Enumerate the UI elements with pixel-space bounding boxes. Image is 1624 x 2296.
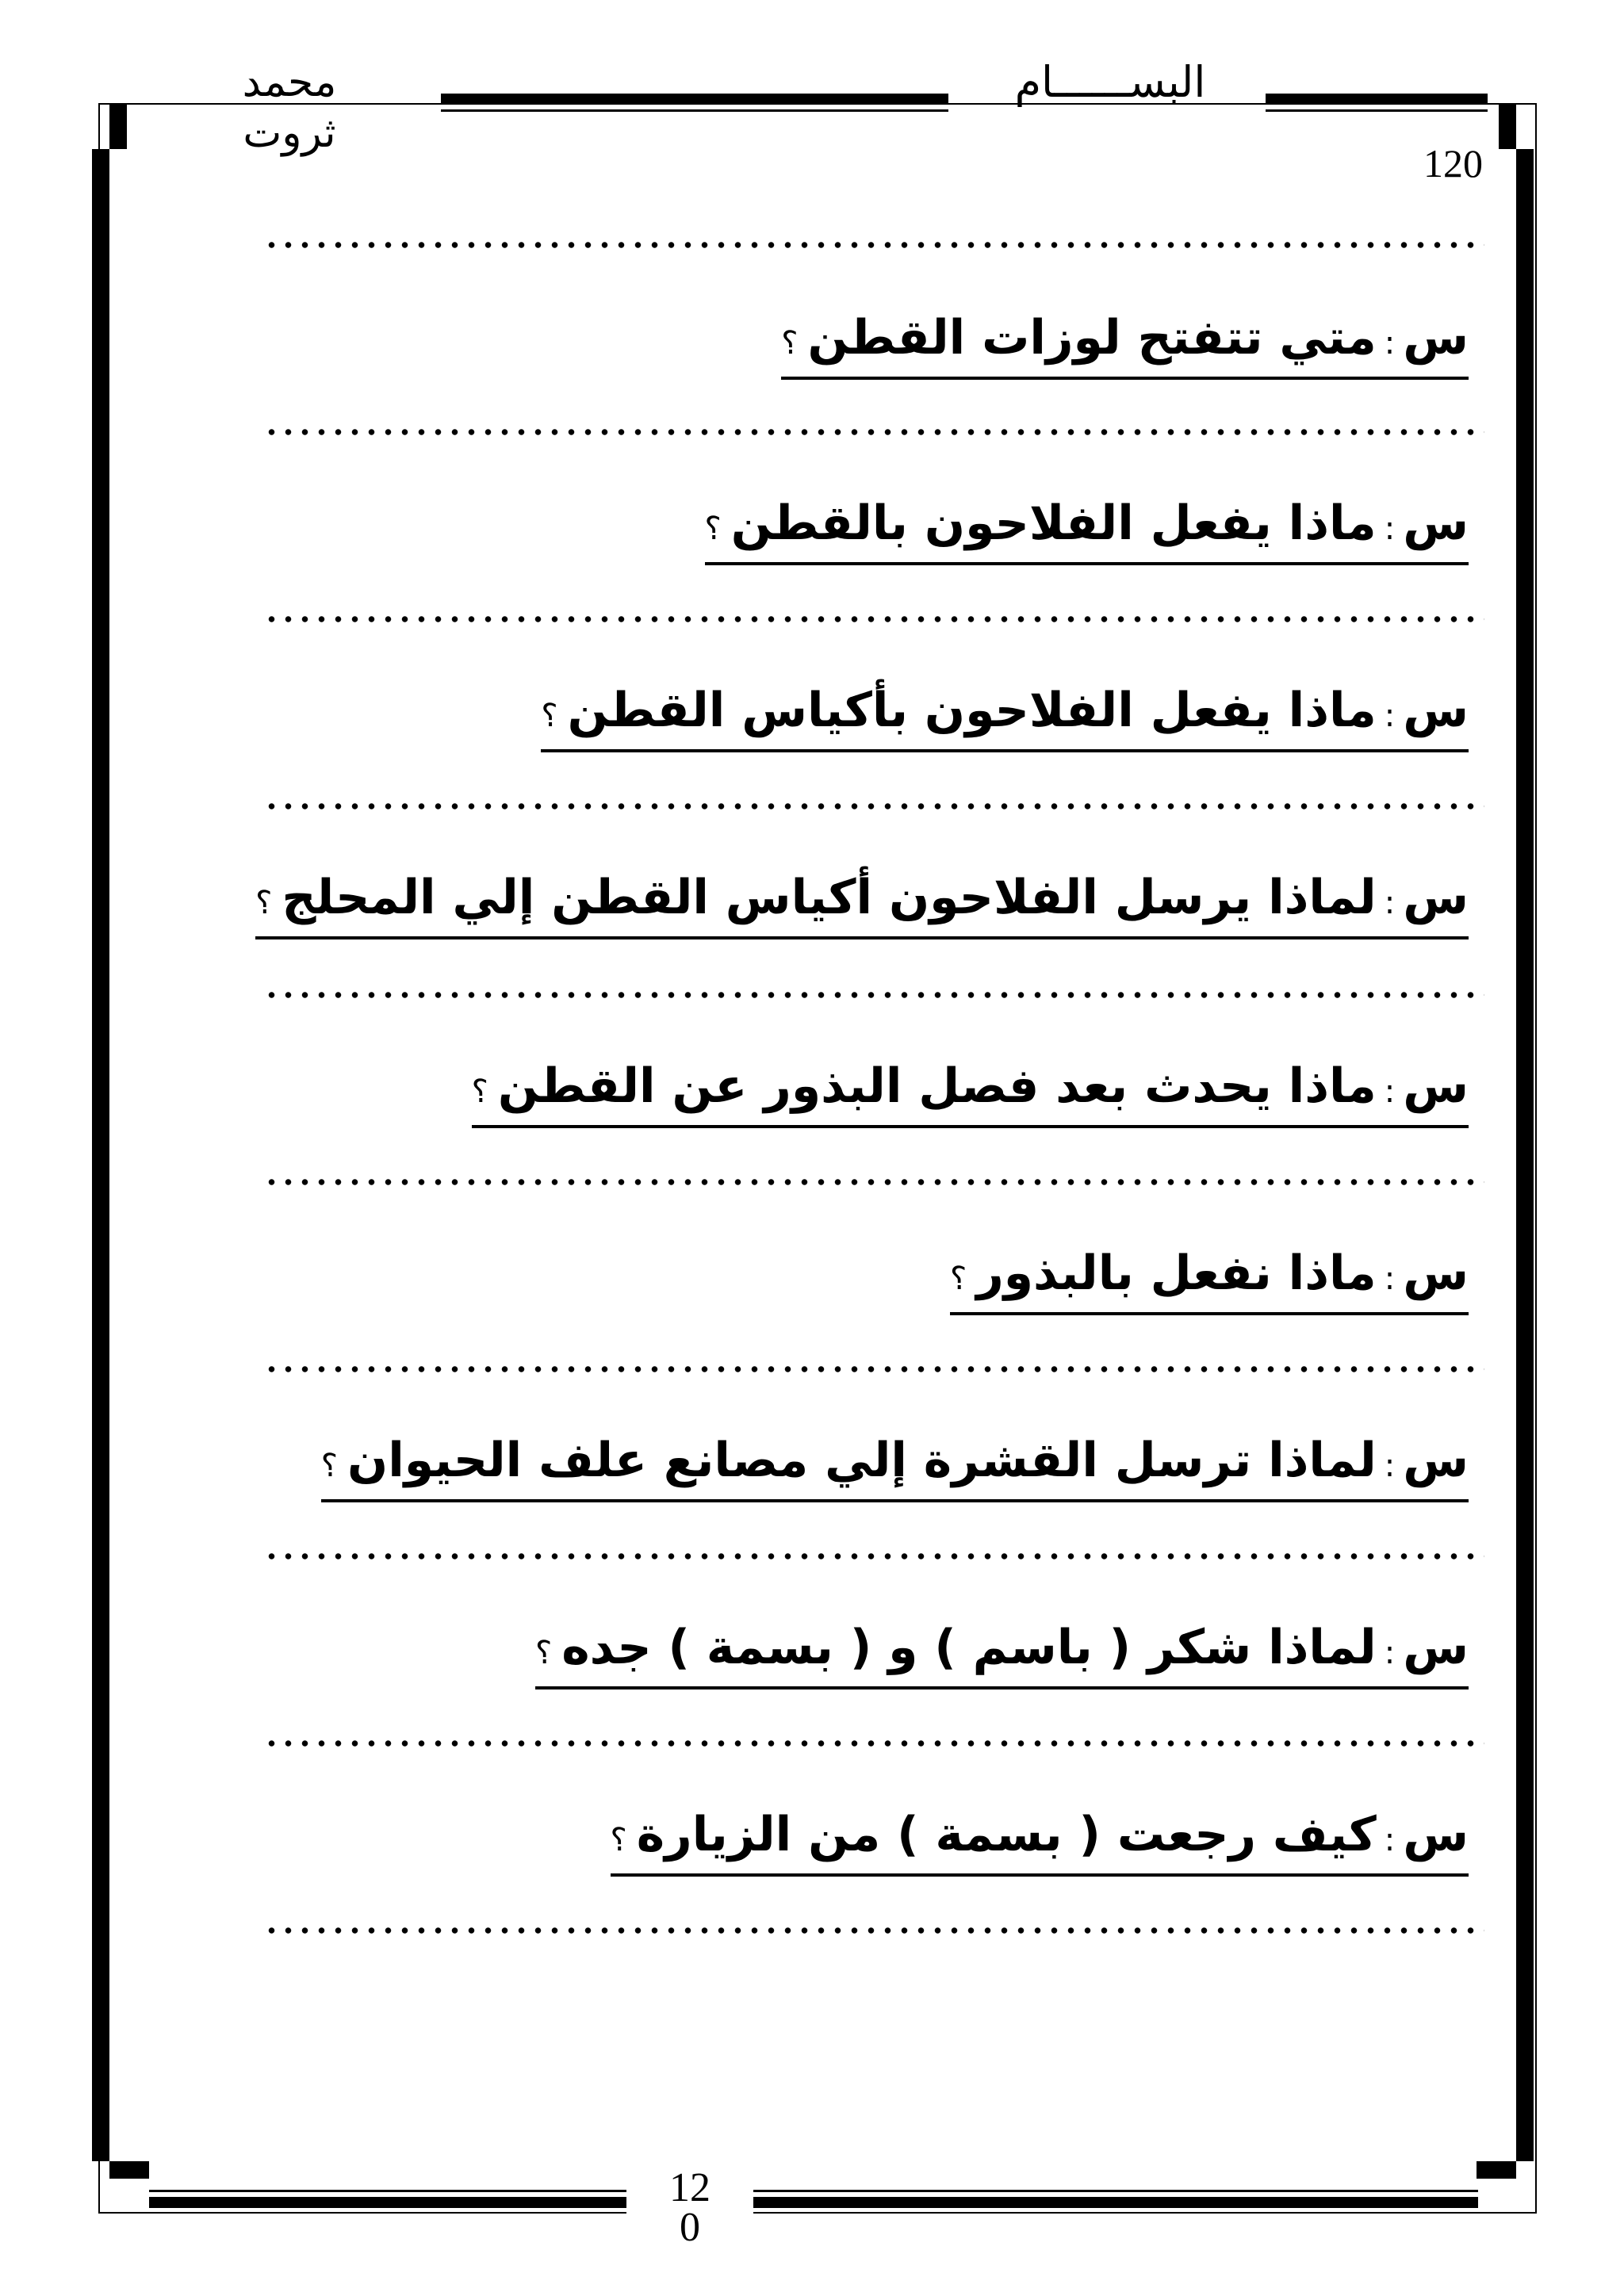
question-separator: : <box>1384 1073 1396 1110</box>
question-mark: ؟ <box>255 885 273 921</box>
question-label: س <box>1403 1433 1469 1488</box>
header-rule-right <box>1266 94 1488 112</box>
question-label: س <box>1403 1058 1469 1114</box>
question-separator: : <box>1384 885 1396 921</box>
question-mark: ؟ <box>471 1073 488 1110</box>
answer-dotted-line <box>263 241 1484 249</box>
question-label: س <box>1403 310 1469 365</box>
answer-dotted-line <box>263 1927 1484 1934</box>
question-label: س <box>1403 1807 1469 1862</box>
page-border-left <box>92 149 109 2161</box>
corner-top-left <box>109 103 127 149</box>
book-title: البســــــام <box>1014 57 1206 107</box>
page-number-bottom <box>626 2164 753 2250</box>
question-separator: : <box>1384 511 1396 547</box>
question-separator: : <box>1384 325 1396 362</box>
question-mark: ؟ <box>704 511 722 547</box>
question-text: ماذا يفعل الفلاحون بأكياس القطن <box>567 683 1377 738</box>
question-text: ماذا نفعل بالبذور <box>976 1246 1377 1301</box>
page-number-top: 120 <box>1423 141 1483 186</box>
footer-rule-left <box>149 2190 636 2208</box>
question-text: ماذا يحدث بعد فصل البذور عن القطن <box>497 1058 1377 1114</box>
answer-dotted-line <box>263 1178 1484 1186</box>
question-text: متي تتفتح لوزات القطن <box>807 310 1377 365</box>
page-border-thin <box>98 103 1537 2214</box>
question-mark: ؟ <box>781 325 799 362</box>
question-text: لماذا شكر ( باسم ) و ( بسمة ) جده <box>561 1620 1377 1675</box>
question-8 <box>535 1616 1469 1689</box>
footer-rule-right <box>744 2190 1478 2208</box>
question-label: س <box>1403 1246 1469 1301</box>
question-6 <box>950 1242 1469 1315</box>
question-separator: : <box>1384 1448 1396 1484</box>
page-border-right <box>1516 149 1534 2161</box>
question-7 <box>321 1429 1469 1502</box>
corner-bottom-left <box>109 2161 149 2179</box>
question-9 <box>611 1803 1469 1877</box>
header-rule-left <box>441 94 948 112</box>
question-mark: ؟ <box>610 1822 627 1858</box>
corner-bottom-right <box>1477 2161 1516 2179</box>
question-separator: : <box>1384 1822 1396 1858</box>
answer-dotted-line <box>263 615 1484 623</box>
question-label: س <box>1403 683 1469 738</box>
question-text: لماذا ترسل القشرة إلي مصانع علف الحيوان <box>347 1433 1377 1488</box>
answer-dotted-line <box>263 428 1484 436</box>
question-1 <box>781 306 1469 380</box>
answer-dotted-line <box>263 1739 1484 1747</box>
question-label: س <box>1403 870 1469 925</box>
question-separator: : <box>1384 698 1396 734</box>
question-5 <box>472 1054 1469 1128</box>
question-text: لماذا يرسل الفلاحون أكياس القطن إلي المحلج <box>282 870 1377 925</box>
question-3 <box>541 679 1469 752</box>
question-separator: : <box>1384 1261 1396 1297</box>
question-mark: ؟ <box>949 1261 967 1297</box>
question-2 <box>705 492 1469 565</box>
answer-dotted-line <box>263 802 1484 810</box>
question-label: س <box>1403 1620 1469 1675</box>
question-text: ماذا يفعل الفلاحون بالقطن <box>730 496 1377 551</box>
page-number-bottom-line2: 0 <box>680 2205 700 2250</box>
question-mark: ؟ <box>320 1448 338 1484</box>
question-label: س <box>1403 496 1469 551</box>
answer-dotted-line <box>263 991 1484 999</box>
question-mark: ؟ <box>541 698 558 734</box>
question-mark: ؟ <box>535 1635 553 1671</box>
corner-top-right <box>1499 103 1516 149</box>
author-name: محمد ثروت <box>242 59 337 157</box>
page-number-bottom-line1: 12 <box>669 2165 710 2210</box>
answer-dotted-line <box>263 1552 1484 1560</box>
answer-dotted-line <box>263 1365 1484 1373</box>
question-4 <box>255 866 1469 939</box>
question-separator: : <box>1384 1635 1396 1671</box>
question-text: كيف رجعت ( بسمة ) من الزيارة <box>636 1807 1377 1862</box>
